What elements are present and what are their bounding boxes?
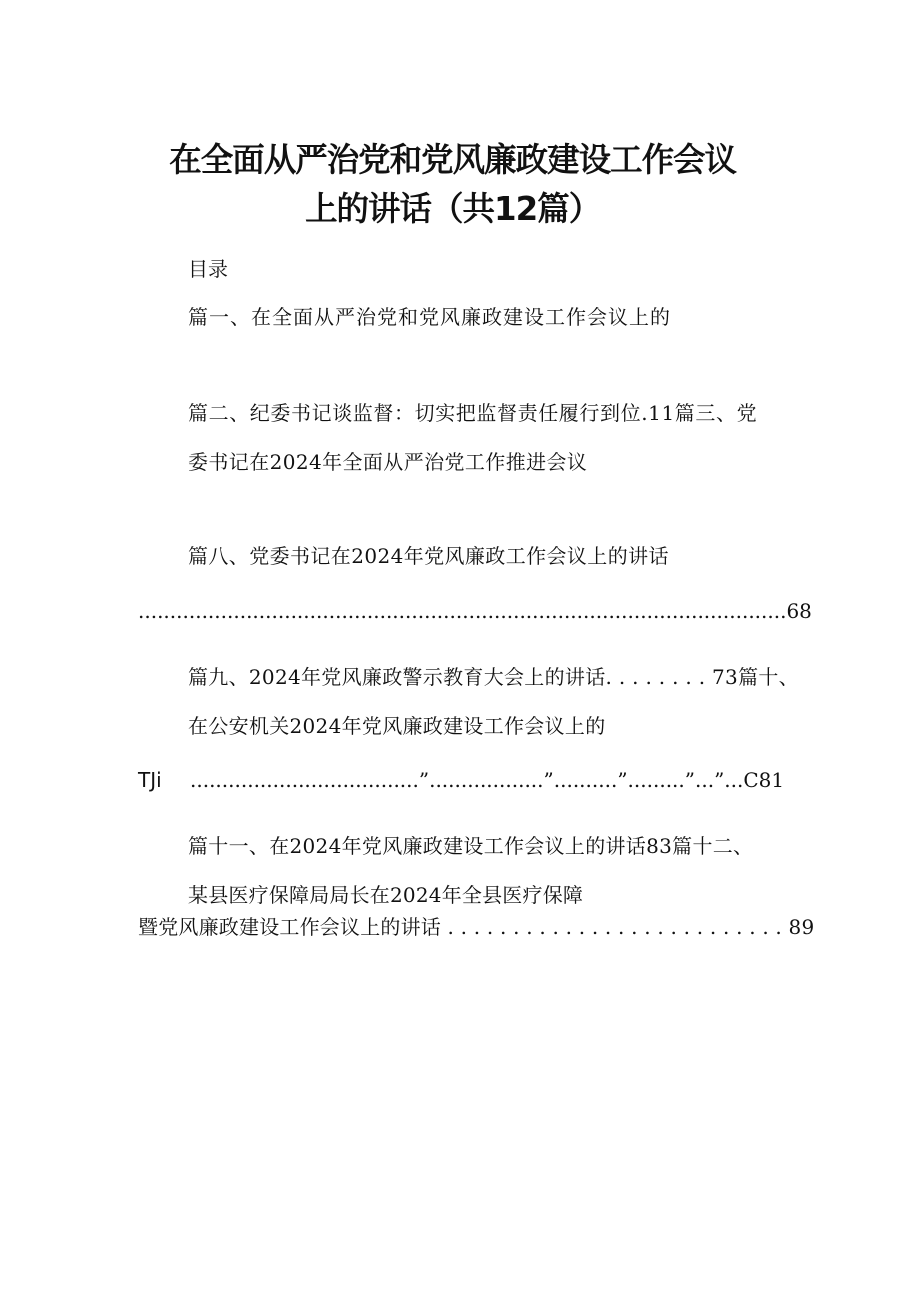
toc-leader-dots: ....................................”..................”..........”.........”...”...C81: [190, 768, 785, 792]
toc-entry: 篇二、纪委书记谈监督：切实把监督责任履行到位.11篇三、党: [188, 401, 758, 425]
toc-entry: 篇八、党委书记在2024年党风廉政工作会议上的讲话: [188, 544, 669, 568]
toc-entry: 篇十一、在2024年党风廉政建设工作会议上的讲话83篇十二、: [188, 834, 754, 858]
toc-entry: 在公安机关2024年党风廉政建设工作会议上的: [188, 714, 606, 738]
toc-entry: 暨党风廉政建设工作会议上的讲话 . . . . . . . . . . . . . . . . . . . . . . . . . . 89: [138, 915, 815, 939]
document-title-line-1: 在全面从严治党和党风廉政建设工作会议: [169, 140, 737, 179]
toc-entry: 某县医疗保障局局长在2024年全县医疗保障: [188, 883, 584, 907]
toc-leader-dots: ......................................................................................................68: [138, 599, 812, 623]
toc-entry: 篇一、在全面从严治党和党风廉政建设工作会议上的: [188, 305, 671, 329]
toc-label: 目录: [188, 257, 228, 281]
toc-entry: 委书记在2024年全面从严治党工作推进会议: [188, 450, 588, 474]
toc-stray-text: TJi: [138, 768, 162, 792]
document-title-line-2: 上的讲话（共12篇）: [305, 189, 601, 228]
toc-entry: 篇九、2024年党风廉政警示教育大会上的讲话. . . . . . . . 73篇十、: [188, 665, 799, 689]
